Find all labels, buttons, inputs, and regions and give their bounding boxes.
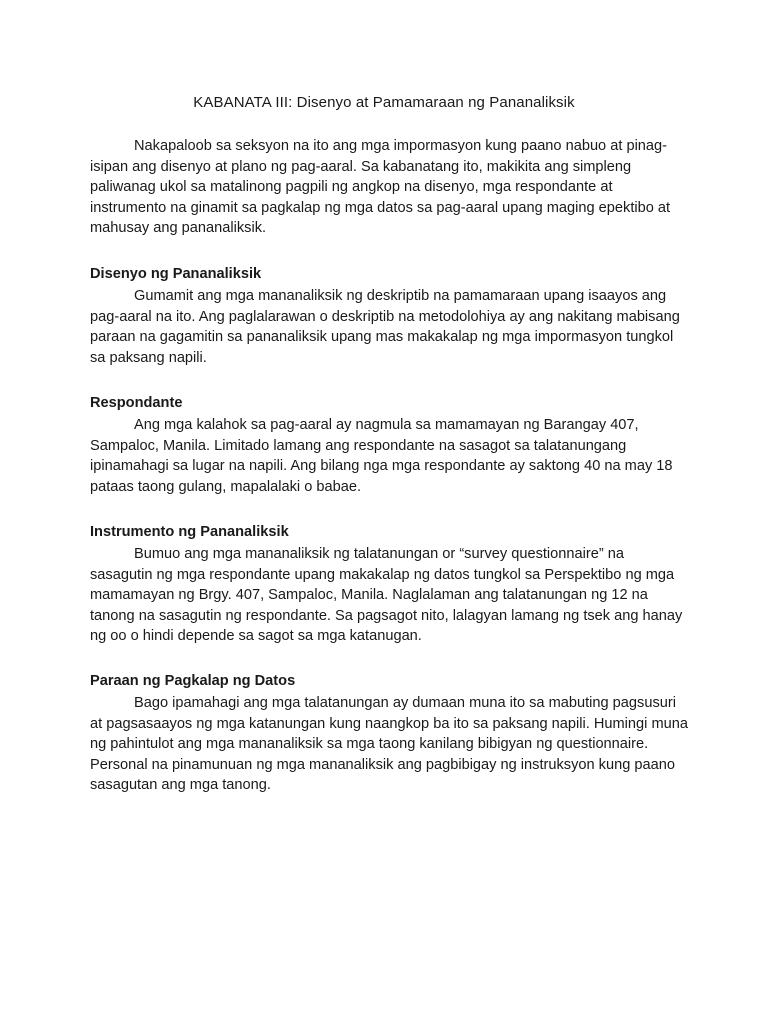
page-title: KABANATA III: Disenyo at Pamamaraan ng Pananaliksik xyxy=(193,94,575,111)
intro-paragraph: Nakapaloob sa seksyon na ito ang mga impormasyon kung paano nabuo at pinag-isipan ang disenyo at plano ng pag-aaral. Sa kabanatang ito, makikita ang simpleng paliwanag ukol sa matalinong pagpili ng angkop na disenyo, mga respondante at instrumento na ginamit sa pagkalap ng mga datos sa pag-aaral upang maging epektibo at mahusay ang pananaliksik. xyxy=(90,138,671,237)
section-body-instrumento: Bumuo ang mga mananaliksik ng talatanungan or “survey questionnaire” na sasagutin ng mga respondante upang makakalap ng datos tungkol sa Perspektibo ng mga mamamayan ng Brgy. 407, Sampaloc, Manila. Naglalaman ang talatanungan ng 12 na tanong na sasagutin ng respondante. Sa pagsagot nito, lalagyan lamang ng tsek ang hanay ng oo o hindi depende sa sagot sa mga katanugan. xyxy=(90,546,683,645)
section-heading-disenyo: Disenyo ng Pananaliksik xyxy=(90,266,262,282)
section-body-paraan: Bago ipamahagi ang mga talatanungan ay dumaan muna ito sa mabuting pagsusuri at pagsasaayos ng mga katanungan kung naangkop ba ito sa paksang napili. Humingi muna ng pahintulot ang mga mananaliksik sa mga taong kanilang bibigyan ng questionnaire. Personal na pinamunuan ng mga mananaliksik ang pagbibigay ng instruksyon kung paano sasagutan ang mga tanong. xyxy=(90,695,688,794)
section-body-respondante: Ang mga kalahok sa pag-aaral ay nagmula sa mamamayan ng Barangay 407, Sampaloc, Manila. Limitado lamang ang respondante na sasagot sa talatanungang ipinamahagi sa lugar na napili. Ang bilang nga mga respondante ay saktong 40 na may 18 pataas taong gulang, mapalalaki o babae. xyxy=(90,417,673,495)
section-body-disenyo: Gumamit ang mga mananaliksik ng deskriptib na pamamaraan upang isaayos ang pag-aaral na ito. Ang paglalarawan o deskriptib na metodolohiya ay ang nakitang mabisang paraan na gagamitin sa pananaliksik upang mas makakalap ng mga impormasyon tungkol sa paksang napili. xyxy=(90,288,680,366)
section-heading-respondante: Respondante xyxy=(90,395,183,411)
section-heading-paraan: Paraan ng Pagkalap ng Datos xyxy=(90,673,296,689)
section-heading-instrumento: Instrumento ng Pananaliksik xyxy=(90,524,289,540)
